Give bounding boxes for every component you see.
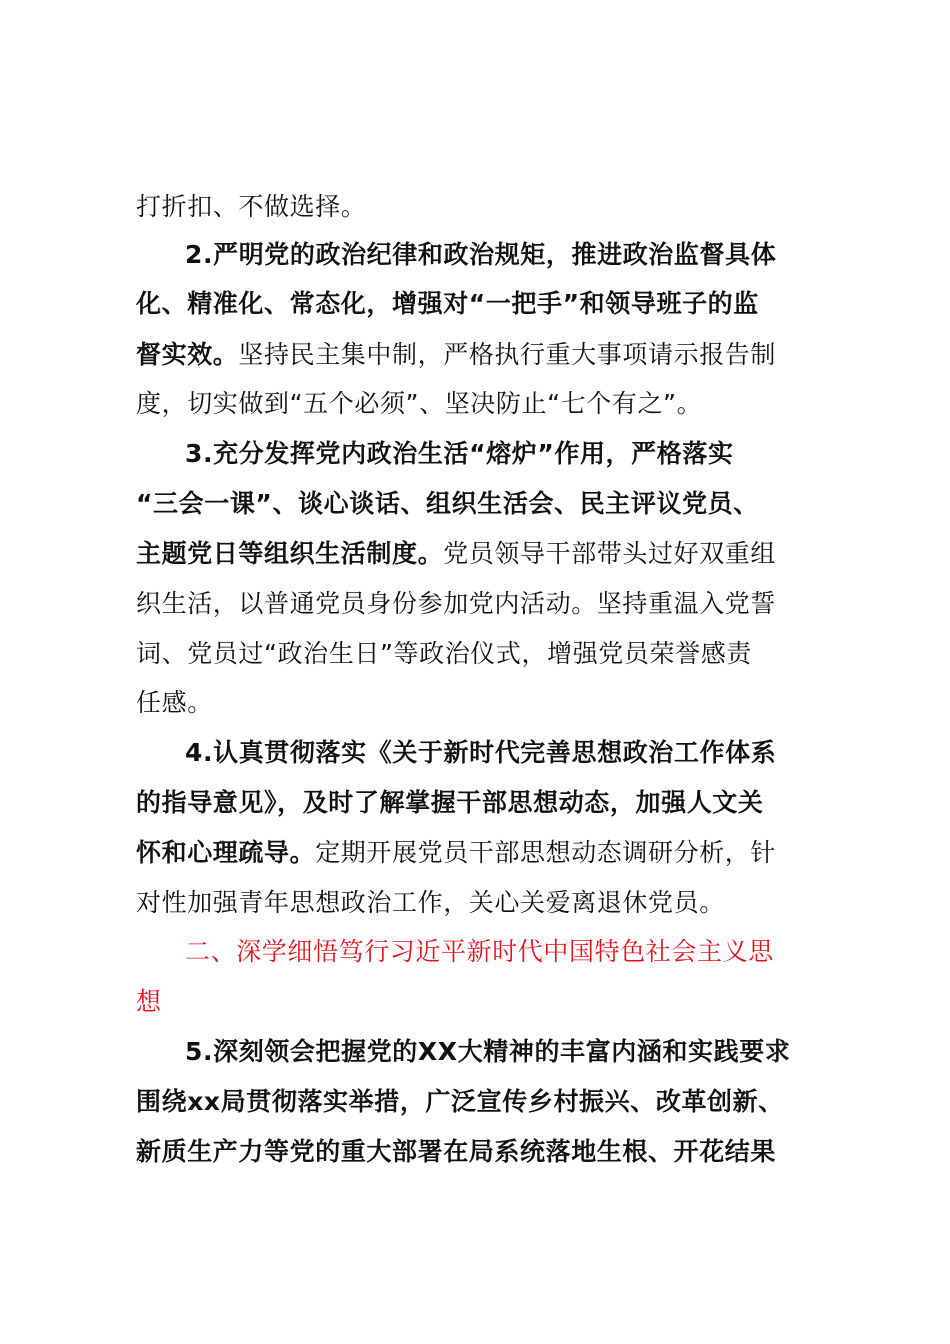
paragraph-line bbox=[136, 487, 950, 521]
section-heading-line bbox=[136, 985, 950, 1019]
text-run: 织生活，以普通党员身份参加党内活动。坚持重温入党誓 bbox=[136, 589, 777, 618]
bold-text-run: 2.严明党的政治纪律和政治规矩，推进政治监督具体 bbox=[185, 240, 777, 269]
text-run: 词、党员过“政治生日”等政治仪式，增强党员荣誉感责 bbox=[136, 639, 752, 668]
text-run: 坚持民主集中制，严格执行重大事项请示报告制 bbox=[238, 340, 777, 369]
paragraph-line bbox=[136, 686, 950, 720]
text-run: 党员领导干部带头过好双重组 bbox=[443, 539, 777, 568]
bold-text-run: 主题党日等组织生活制度。 bbox=[136, 539, 444, 568]
section-heading-line bbox=[185, 935, 950, 969]
paragraph-line bbox=[136, 287, 950, 321]
paragraph-line bbox=[136, 537, 950, 571]
paragraph-line bbox=[185, 238, 950, 272]
bold-text-run: 4.认真贯彻落实《关于新时代完善思想政治工作体系 bbox=[185, 738, 777, 767]
bold-text-run: 围绕xx局贯彻落实举措，广泛宣传乡村振兴、改革创新、 bbox=[136, 1087, 784, 1116]
bold-text-run: 3.充分发挥党内政治生活“熔炉”作用，严格落实 bbox=[185, 439, 734, 468]
text-run: 想 bbox=[136, 987, 162, 1016]
text-run: 定期开展党员干部思想动态调研分析，针 bbox=[315, 838, 777, 867]
text-run: 度，切实做到“五个必须”、坚决防止“七个有之”。 bbox=[136, 389, 703, 418]
text-run: 任感。 bbox=[136, 688, 213, 717]
paragraph-line bbox=[136, 836, 950, 870]
paragraph-line bbox=[136, 190, 950, 224]
bold-text-run: 督实效。 bbox=[136, 340, 239, 369]
bold-text-run: 新质生产力等党的重大部署在局系统落地生根、开花结果 bbox=[136, 1137, 777, 1166]
paragraph-line bbox=[136, 338, 950, 372]
bold-text-run: 化、精准化、常态化，增强对“一把手”和领导班子的监 bbox=[136, 289, 759, 318]
bold-text-run: 怀和心理疏导。 bbox=[136, 838, 316, 867]
paragraph-line bbox=[185, 736, 950, 770]
paragraph-line bbox=[136, 886, 950, 920]
paragraph-line bbox=[136, 1135, 950, 1169]
text-run: 打折扣、不做选择。 bbox=[136, 192, 367, 221]
paragraph-line bbox=[136, 786, 950, 820]
paragraph-line bbox=[136, 387, 950, 421]
text-run: 对性加强青年思想政治工作，关心关爱离退休党员。 bbox=[136, 888, 725, 917]
paragraph-line bbox=[185, 1035, 950, 1069]
text-run: 二、深学细悟笃行习近平新时代中国特色社会主义思 bbox=[185, 937, 774, 966]
paragraph-line bbox=[136, 587, 950, 621]
bold-text-run: “三会一课”、谈心谈话、组织生活会、民主评议党员、 bbox=[136, 489, 759, 518]
paragraph-line bbox=[136, 1085, 950, 1119]
bold-text-run: 的指导意见》，及时了解掌握干部思想动态，加强人文关 bbox=[136, 788, 764, 817]
bold-text-run: 5.深刻领会把握党的XX大精神的丰富内涵和实践要求 bbox=[185, 1037, 791, 1066]
paragraph-line bbox=[136, 637, 950, 671]
paragraph-line bbox=[185, 437, 950, 471]
